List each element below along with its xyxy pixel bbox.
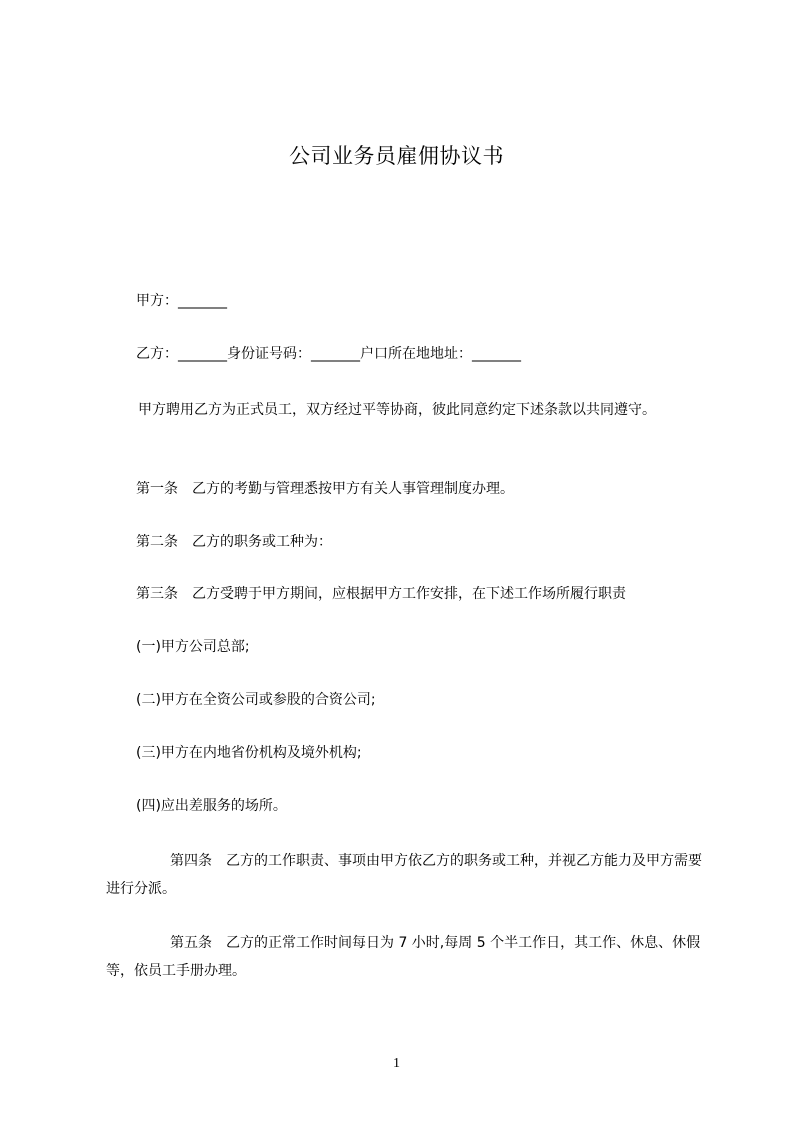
clause-3 bbox=[136, 584, 626, 604]
location-item-3: (三)甲方在内地省份机构及境外机构; bbox=[136, 745, 362, 761]
clause-1-label: 第一条 bbox=[136, 481, 178, 497]
party-a-line: 甲方：_______ bbox=[136, 293, 227, 309]
clause-5 bbox=[106, 929, 702, 985]
clause-4-label: 第四条 bbox=[170, 853, 212, 869]
clause-4-text: 乙方的工作职责、事项由甲方依乙方的职务或工种，并视乙方能力及甲方需要进行分派。 bbox=[106, 853, 702, 897]
party-b-line: 乙方：_______身份证号码：_______户口所在地地址：_______ bbox=[136, 346, 521, 362]
clause-1 bbox=[136, 479, 514, 499]
location-item-2: (二)甲方在全资公司或参股的合资公司; bbox=[136, 692, 376, 708]
clause-4 bbox=[106, 847, 702, 903]
intro-paragraph: 甲方聘用乙方为正式员工，双方经过平等协商，彼此同意约定下述条款以共同遵守。 bbox=[138, 402, 656, 418]
clause-2-label: 第二条 bbox=[136, 534, 178, 550]
clause-5-text: 乙方的正常工作时间每日为 7 小时,每周 5 个半工作日，其工作、休息、休假等，依员工手册办理。 bbox=[106, 935, 701, 979]
document-title: 公司业务员雇佣协议书 bbox=[289, 144, 504, 168]
clause-5-label: 第五条 bbox=[170, 935, 212, 951]
location-item-4: (四)应出差服务的场所。 bbox=[136, 798, 287, 814]
location-item-1: (一)甲方公司总部; bbox=[136, 639, 250, 655]
page-number: 1 bbox=[393, 1056, 400, 1071]
clause-3-text: 乙方受聘于甲方期间，应根据甲方工作安排，在下述工作场所履行职责 bbox=[192, 586, 626, 602]
clause-3-label: 第三条 bbox=[136, 586, 178, 602]
clause-1-text: 乙方的考勤与管理悉按甲方有关人事管理制度办理。 bbox=[192, 481, 514, 497]
clause-2-text: 乙方的职务或工种为： bbox=[192, 534, 332, 550]
clause-2 bbox=[136, 532, 332, 552]
